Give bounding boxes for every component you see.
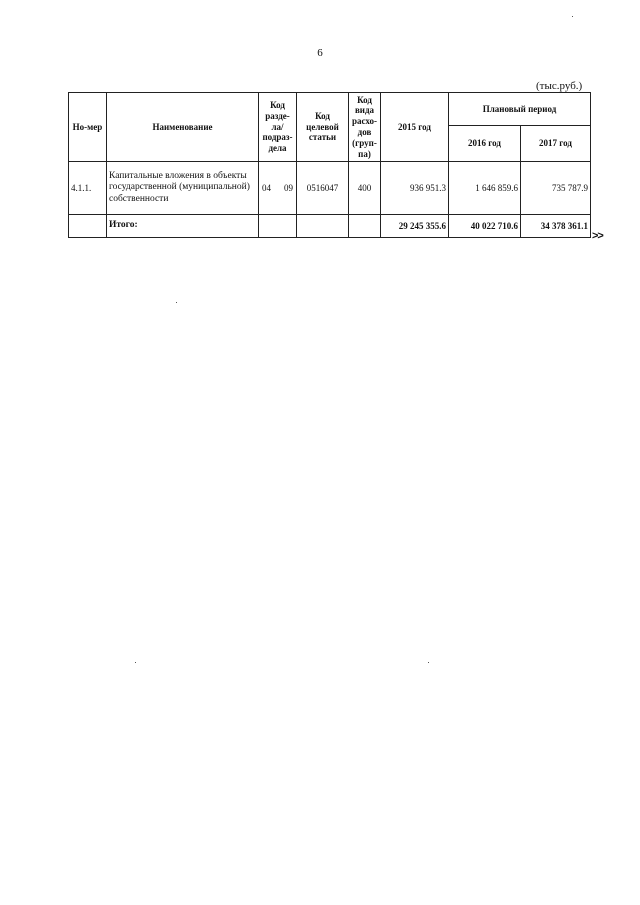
scan-speck: [428, 662, 429, 663]
row-section: 04: [262, 182, 271, 193]
header-year-2017: 2017 год: [521, 126, 591, 162]
total-empty-number: [69, 215, 107, 238]
scan-speck: [135, 662, 136, 663]
row-name: Капитальные вложения в объекты государственной (муниципальной) собственности: [107, 162, 259, 215]
total-row: [69, 215, 591, 238]
continuation-mark: >>: [592, 230, 603, 242]
row-value-2016: 1 646 859.6: [449, 162, 521, 215]
table-row: [69, 162, 591, 215]
page-number: 6: [317, 47, 323, 59]
total-label: Итого:: [107, 215, 259, 238]
row-subsection: 09: [284, 182, 293, 193]
total-value-2015: 29 245 355.6: [381, 215, 449, 238]
header-target-code: Код целевой статьи: [297, 93, 349, 162]
header-name: Наименование: [107, 93, 259, 162]
budget-table: [68, 92, 591, 238]
scan-speck: [176, 302, 177, 303]
total-empty-target: [297, 215, 349, 238]
total-empty-section: [259, 215, 297, 238]
units-label: (тыс.руб.): [536, 80, 583, 92]
row-value-2017: 735 787.9: [521, 162, 591, 215]
header-number: Но-мер: [69, 93, 107, 162]
row-value-2015: 936 951.3: [381, 162, 449, 215]
row-number: 4.1.1.: [69, 162, 107, 215]
scan-speck: [572, 16, 573, 17]
row-expense-type: 400: [349, 162, 381, 215]
row-section-cell: [259, 162, 297, 215]
row-target-code: 0516047: [297, 162, 349, 215]
total-empty-expense: [349, 215, 381, 238]
header-year-2015: 2015 год: [381, 93, 449, 162]
total-value-2016: 40 022 710.6: [449, 215, 521, 238]
total-value-2017: 34 378 361.1: [521, 215, 591, 238]
header-planned-period: Плановый период: [449, 93, 591, 126]
header-expense-type-code: Код вида расхо-дов (груп-па): [349, 93, 381, 162]
header-section-code: Код разде-ла/ подраз-дела: [259, 93, 297, 162]
header-year-2016: 2016 год: [449, 126, 521, 162]
